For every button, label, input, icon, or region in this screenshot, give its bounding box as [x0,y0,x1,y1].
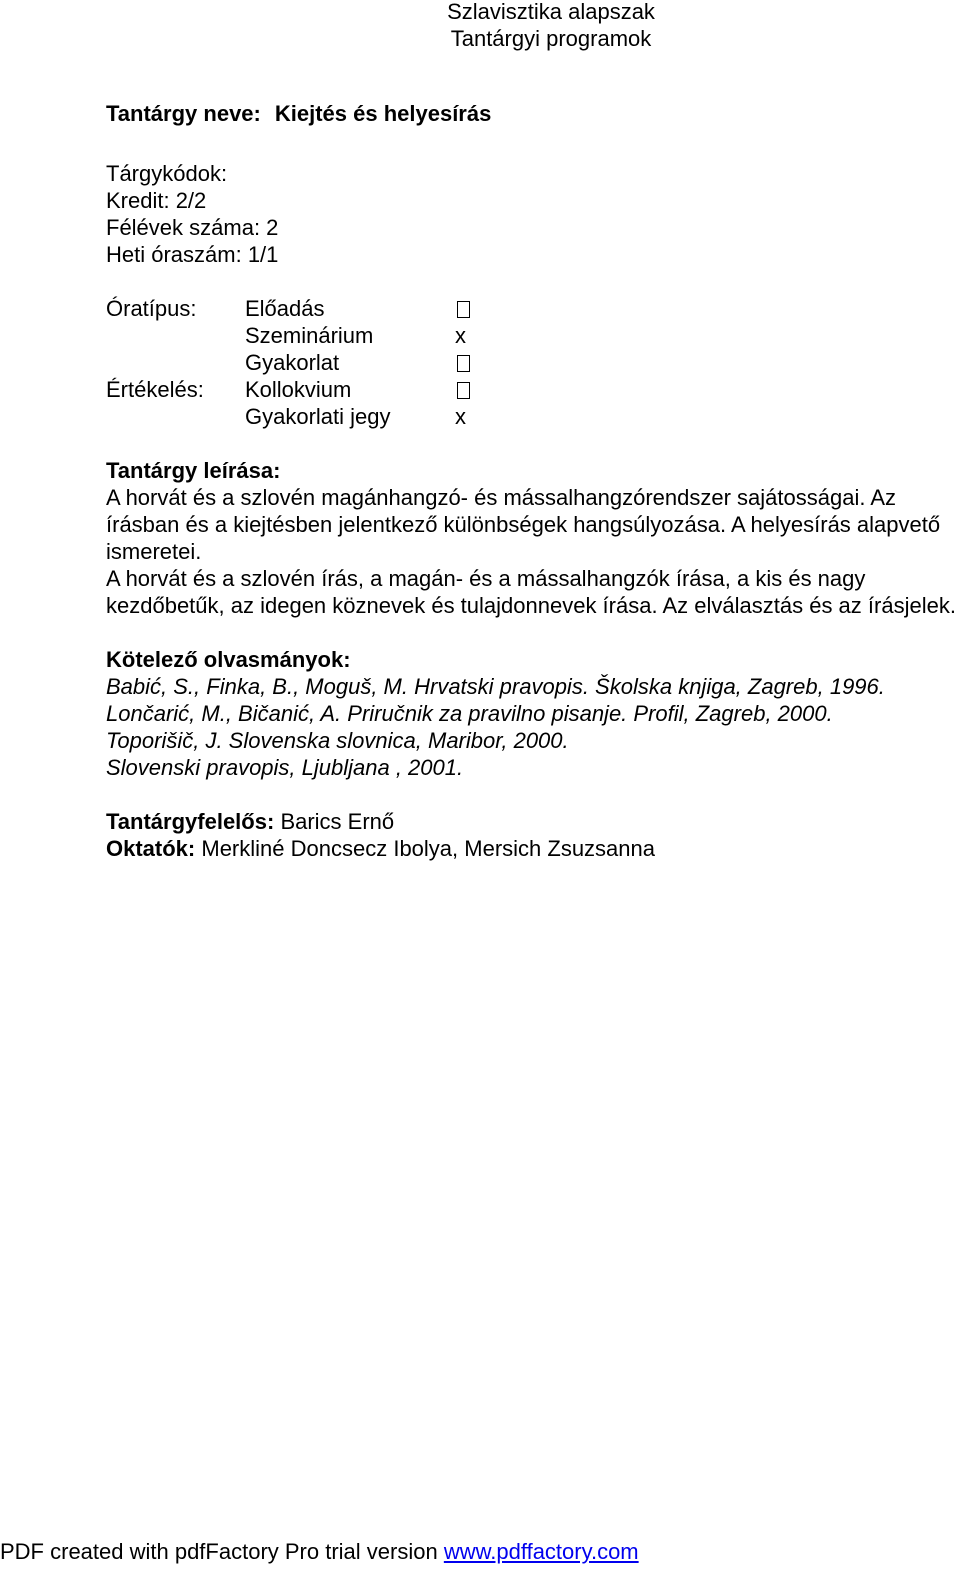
responsible-row [106,808,956,835]
reading-item: Babić, S., Finka, B., Moguš, M. Hrvatski pravopis. Školska knjiga, Zagreb, 1996. [106,674,885,699]
empty-box-icon [457,301,470,318]
type-row [106,349,956,376]
course-codes: Tárgykódok: [106,161,228,186]
course-title-label: Tantárgy neve: [106,101,261,126]
course-semesters: Félévek száma: 2 [106,215,279,240]
reading-item: Slovenski pravopis, Ljubljana , 2001. [106,755,464,780]
description-title: Tantárgy leírása: [106,458,281,483]
type-row [106,403,956,430]
course-sheet [106,100,956,862]
course-description [106,457,956,619]
type-name: Gyakorlat [245,350,340,375]
type-name: Előadás [245,296,325,321]
type-name: Gyakorlati jegy [245,404,391,429]
oratipus-label: Óratípus: [106,296,197,321]
required-readings [106,646,956,781]
type-row [106,295,956,322]
course-hours: Heti óraszám: 1/1 [106,242,279,267]
description-paragraph: A horvát és a szlovén írás, a magán- és a mássalhangzók írása, a kis és nagy kezdőbetűk, az idegen köznevek és tulajdonnevek írása. Az elválasztás és az írásjelek. [106,566,956,618]
pdf-footer [0,1538,639,1565]
footer-text: PDF created with pdfFactory Pro trial version [0,1539,444,1564]
document-header [0,0,960,52]
program-subtitle: Tantárgyi programok [450,26,652,51]
type-row [106,376,956,403]
type-mark [455,349,470,378]
reading-item: Lončarić, M., Bičanić, A. Priručnik za pravilno pisanje. Profil, Zagreb, 2000. [106,701,833,726]
reading-item: Toporišič, J. Slovenska slovnica, Maribor, 2000. [106,728,569,753]
ertekeles-label: Értékelés: [106,377,204,402]
teachers-row [106,835,956,862]
type-name: Szeminárium [245,323,374,348]
course-credit: Kredit: 2/2 [106,188,207,213]
description-paragraph: A horvát és a szlovén magánhangzó- és mássalhangzórendszer sajátosságai. Az írásban és a kiejtésben jelentkező különbségek hangsúlyozása. A helyesírás alapvető ismeretei. [106,485,941,564]
program-name: Szlavisztika alapszak [447,0,655,24]
course-name: Kiejtés és helyesírás [274,101,492,126]
empty-box-icon [457,355,470,372]
staff [106,808,956,862]
course-title [106,100,956,127]
teachers-names: Merkliné Doncsecz Ibolya, Mersich Zsuzsanna [201,836,655,861]
empty-box-icon [457,382,470,399]
responsible-label: Tantárgyfelelős: [106,809,275,834]
type-mark [455,295,470,324]
type-row [106,322,956,349]
type-mark [455,376,470,405]
class-types [106,295,956,430]
type-mark: x [455,323,466,348]
pdffactory-link[interactable]: www.pdffactory.com [443,1539,639,1564]
type-name: Kollokvium [245,377,352,402]
course-meta [106,160,956,268]
responsible-name: Barics Ernő [280,809,395,834]
teachers-label: Oktatók: [106,836,196,861]
readings-title: Kötelező olvasmányok: [106,647,351,672]
type-mark: x [455,404,466,429]
